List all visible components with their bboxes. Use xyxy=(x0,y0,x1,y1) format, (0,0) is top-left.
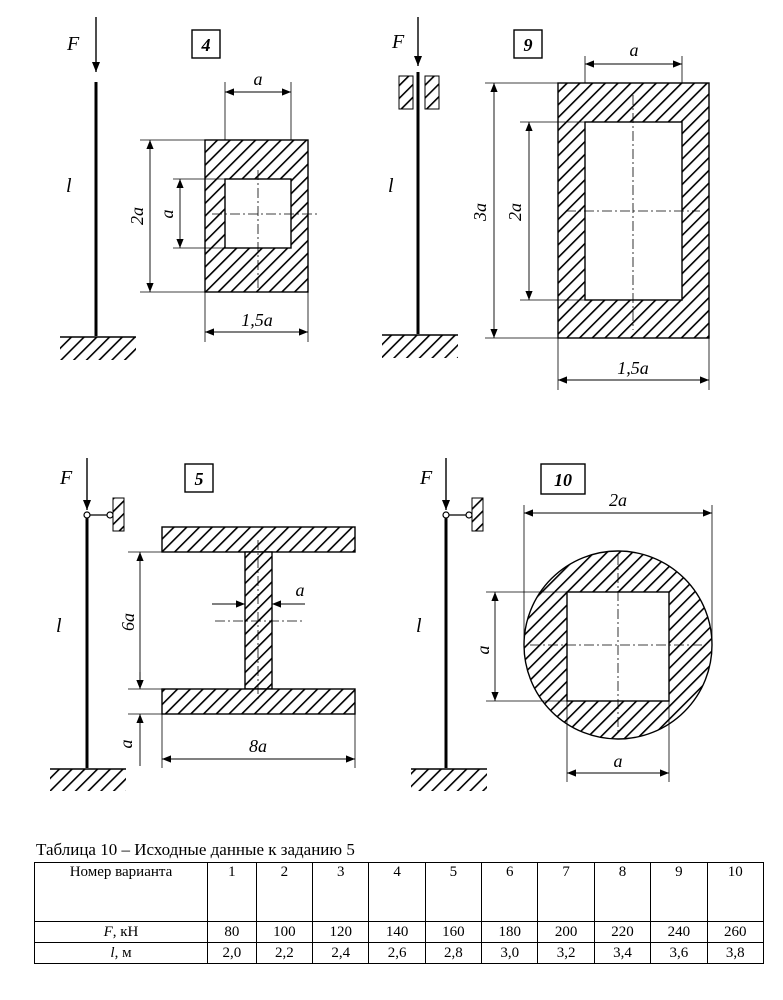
length-cell: 2,4 xyxy=(313,943,369,964)
dim-label: a xyxy=(116,739,136,749)
force-cell: 260 xyxy=(707,922,763,943)
dim-label: 2a xyxy=(127,207,147,225)
section-10 xyxy=(473,490,712,782)
column-5 xyxy=(50,458,126,791)
table-row-force xyxy=(35,922,764,943)
force-label: F xyxy=(392,31,405,53)
length-cell: 2,0 xyxy=(208,943,257,964)
guide-support-left xyxy=(399,76,413,109)
force-cell: 80 xyxy=(208,922,257,943)
table-row-length xyxy=(35,943,764,964)
top-flange xyxy=(162,527,355,552)
column-4 xyxy=(60,17,136,360)
web xyxy=(245,552,272,689)
dim-label: 6a xyxy=(118,613,138,631)
variant-cell: 10 xyxy=(707,863,763,922)
dim-label: a xyxy=(629,40,639,60)
dim-label: a xyxy=(295,580,305,600)
wall-support xyxy=(113,498,124,531)
ground-support xyxy=(50,769,126,791)
pin-joint xyxy=(84,512,90,518)
length-label: l xyxy=(416,615,422,637)
variant-9-group xyxy=(382,17,709,390)
pin-joint xyxy=(466,512,472,518)
dim-label: 2a xyxy=(609,490,627,510)
variant-cell: 9 xyxy=(651,863,707,922)
length-label: l xyxy=(56,615,62,637)
length-cell: 3,2 xyxy=(538,943,594,964)
force-cell: 100 xyxy=(256,922,312,943)
guide-support-right xyxy=(425,76,439,109)
length-cell: 2,2 xyxy=(256,943,312,964)
ground-support xyxy=(411,769,487,791)
length-cell: 3,8 xyxy=(707,943,763,964)
force-label: F xyxy=(420,467,433,489)
length-cell: 2,6 xyxy=(369,943,425,964)
dim-label: a xyxy=(157,209,177,219)
length-cell: 3,6 xyxy=(651,943,707,964)
dim-label: 8a xyxy=(249,736,267,756)
force-cell: 120 xyxy=(313,922,369,943)
section-5-i-beam xyxy=(116,527,355,768)
symbol: l xyxy=(110,944,115,961)
force-cell: 240 xyxy=(651,922,707,943)
variant-cell: 2 xyxy=(256,863,312,922)
variant-cell: 7 xyxy=(538,863,594,922)
dim-label: a xyxy=(613,751,623,771)
section-4 xyxy=(127,69,320,342)
variant-10-group xyxy=(411,458,712,791)
column-9 xyxy=(382,17,458,358)
length-cell: 3,0 xyxy=(482,943,538,964)
variant-cell: 4 xyxy=(369,863,425,922)
variant-number: 10 xyxy=(554,470,572,490)
variant-4-group xyxy=(60,17,320,360)
force-cell: 180 xyxy=(482,922,538,943)
section-9 xyxy=(470,40,709,390)
wall-support xyxy=(472,498,483,531)
variant-cell: 8 xyxy=(594,863,650,922)
source-data-table xyxy=(34,862,764,964)
variant-cell: 6 xyxy=(482,863,538,922)
dim-label: 1,5a xyxy=(241,310,273,330)
dim-label: 3a xyxy=(470,203,490,221)
table-row-variants xyxy=(35,863,764,922)
force-cell: 140 xyxy=(369,922,425,943)
row-label: Номер варианта xyxy=(35,863,208,922)
variant-cell: 5 xyxy=(425,863,481,922)
bottom-flange xyxy=(162,689,355,714)
variant-cell: 3 xyxy=(313,863,369,922)
variant-number: 4 xyxy=(201,35,211,55)
length-label: l xyxy=(66,175,72,197)
length-label: l xyxy=(388,175,394,197)
unit: , м xyxy=(114,944,132,961)
symbol: F xyxy=(103,923,113,940)
table-caption: Таблица 10 – Исходные данные к заданию 5 xyxy=(36,840,355,859)
force-cell: 200 xyxy=(538,922,594,943)
variant-cell: 1 xyxy=(208,863,257,922)
dim-label: 2a xyxy=(505,203,525,221)
dim-label: 1,5a xyxy=(617,358,649,378)
length-cell: 3,4 xyxy=(594,943,650,964)
force-label: F xyxy=(60,467,73,489)
force-label: F xyxy=(67,33,80,55)
variant-5-group xyxy=(50,458,355,791)
pin-joint xyxy=(443,512,449,518)
unit: , кН xyxy=(112,923,139,940)
variant-number: 9 xyxy=(523,35,533,55)
ground-support xyxy=(60,337,136,360)
force-cell: 220 xyxy=(594,922,650,943)
ground-support xyxy=(382,335,458,358)
column-10 xyxy=(411,458,487,791)
variant-number: 5 xyxy=(194,469,204,489)
dim-label: a xyxy=(253,69,263,89)
row-label xyxy=(35,922,208,943)
pin-joint xyxy=(107,512,113,518)
length-cell: 2,8 xyxy=(425,943,481,964)
dim-label: a xyxy=(473,645,493,655)
force-cell: 160 xyxy=(425,922,481,943)
row-label xyxy=(35,943,208,964)
